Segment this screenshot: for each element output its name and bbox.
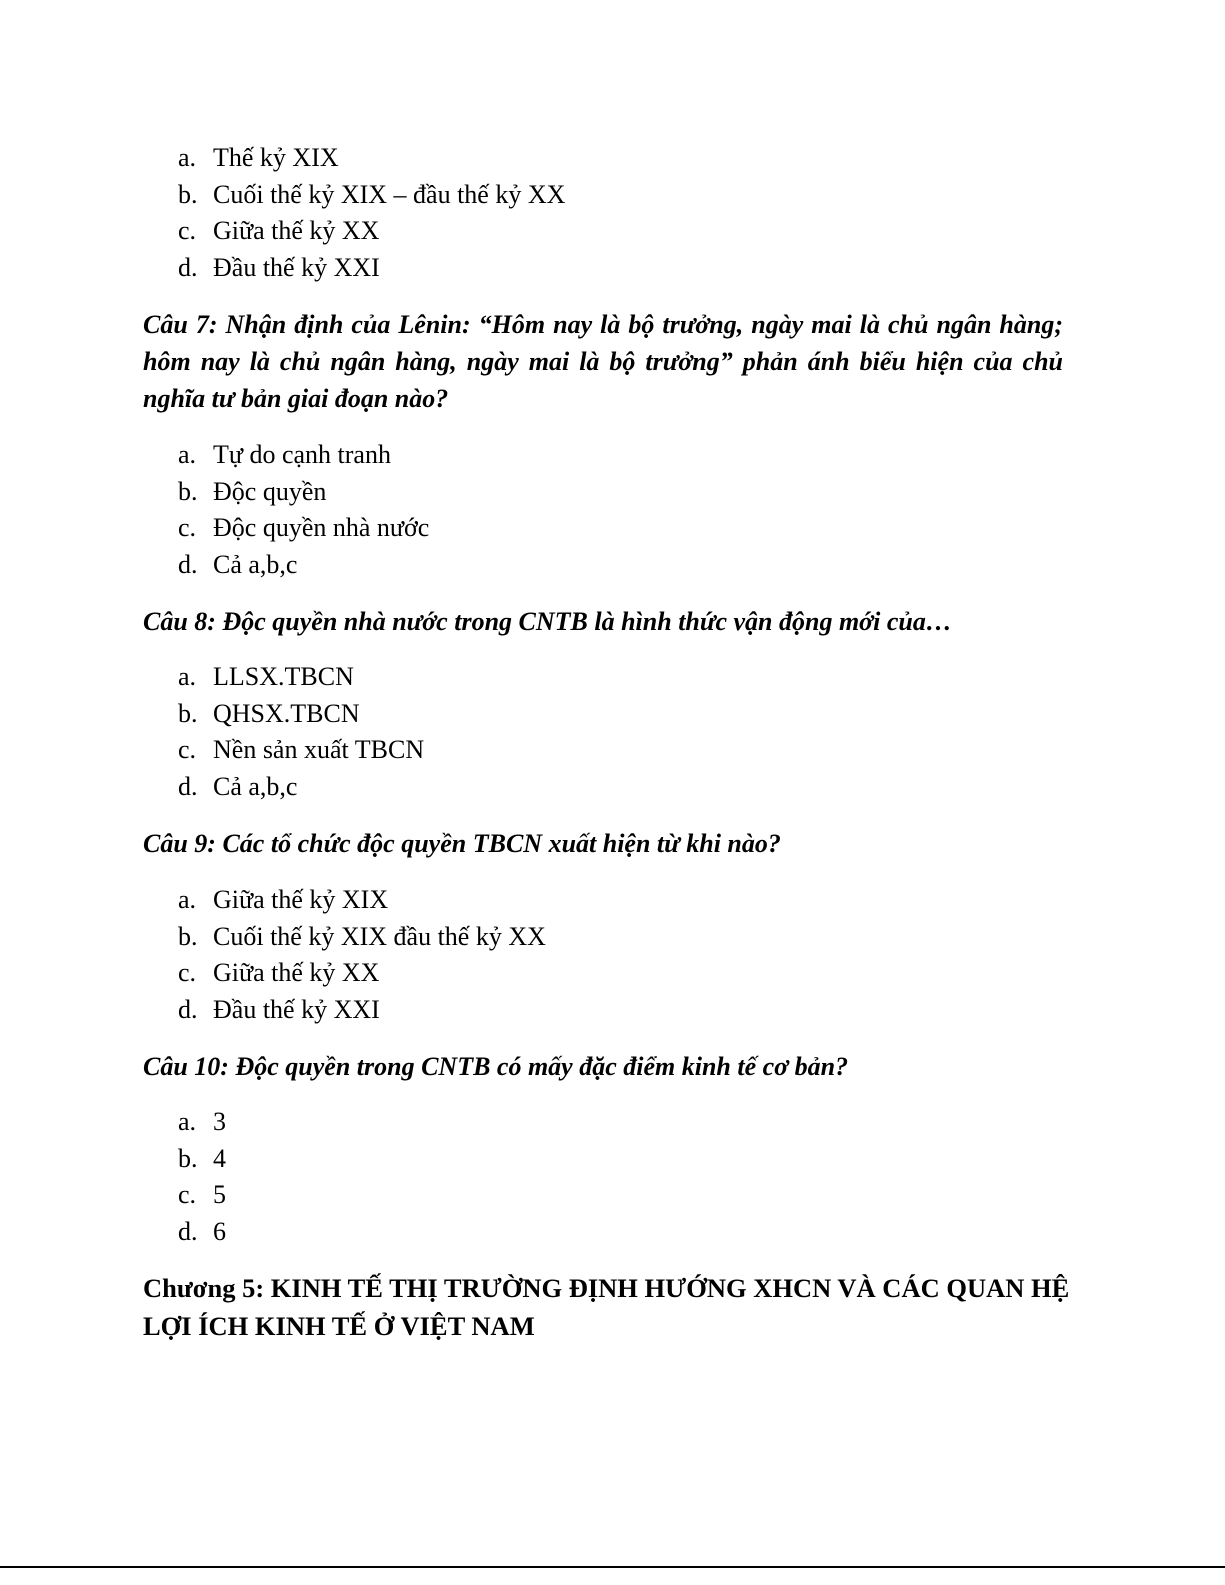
chapter-heading: Chương 5: KINH TẾ THỊ TRƯỜNG ĐỊNH HƯỚNG XHCN VÀ CÁC QUAN HỆ LỢI ÍCH KINH TẾ Ở VIỆT NAM (143, 1273, 1070, 1341)
option-text: Giữa thế kỷ XIX (213, 885, 389, 914)
option-text: Cuối thế kỷ XIX – đầu thế kỷ XX (213, 179, 566, 209)
option-c (178, 955, 546, 992)
question-7-options (178, 437, 429, 583)
question-8-text: Câu 8: Độc quyền nhà nước trong CNTB là hình thức vận động mới của… (143, 607, 952, 636)
option-marker: d. (178, 549, 198, 579)
option-text: 6 (213, 1216, 226, 1246)
option-b (178, 696, 424, 733)
option-c (178, 1177, 226, 1214)
option-marker: b. (178, 476, 198, 506)
question-8-options (178, 659, 424, 805)
option-a (178, 1104, 226, 1141)
option-text: Cuối thế kỷ XIX đầu thế kỷ XX (213, 921, 546, 951)
option-marker: a. (178, 662, 197, 691)
option-marker: c. (178, 513, 197, 543)
option-b (178, 1141, 226, 1178)
option-marker: a. (178, 143, 197, 172)
option-marker: b. (178, 921, 198, 951)
option-d (178, 769, 424, 806)
option-c (178, 213, 565, 250)
page-bottom-rule (0, 1566, 1225, 1568)
option-marker: a. (178, 1107, 197, 1136)
option-marker: d. (178, 252, 198, 282)
option-marker: d. (178, 1216, 198, 1246)
option-marker: a. (178, 885, 197, 914)
option-text: Tự do cạnh tranh (213, 440, 391, 469)
question-10-options (178, 1104, 226, 1250)
option-text: LLSX.TBCN (213, 662, 354, 691)
option-text: Cả a,b,c (213, 549, 298, 579)
option-text: Cả a,b,c (213, 771, 298, 801)
option-marker: b. (178, 698, 198, 728)
option-marker: c. (178, 1180, 197, 1210)
option-text: Nền sản xuất TBCN (213, 735, 425, 765)
option-d (178, 250, 565, 287)
question-9-options (178, 882, 546, 1028)
option-text: 3 (213, 1107, 226, 1136)
option-marker: b. (178, 1143, 198, 1173)
option-d (178, 547, 429, 584)
option-text: Giữa thế kỷ XX (213, 216, 380, 246)
option-b (178, 177, 565, 214)
option-marker: a. (178, 440, 197, 469)
question-9-text: Câu 9: Các tổ chức độc quyền TBCN xuất hiện từ khi nào? (143, 829, 781, 858)
option-marker: c. (178, 735, 197, 765)
option-text: Thế kỷ XIX (213, 143, 339, 172)
option-text: Giữa thế kỷ XX (213, 958, 380, 988)
option-d (178, 1214, 226, 1251)
option-c (178, 732, 424, 769)
option-text: Đầu thế kỷ XXI (213, 252, 380, 282)
option-text: Độc quyền nhà nước (213, 513, 430, 543)
question-10-text: Câu 10: Độc quyền trong CNTB có mấy đặc điểm kinh tế cơ bản? (143, 1052, 849, 1081)
option-text: 4 (213, 1143, 226, 1173)
option-a (178, 882, 546, 919)
option-marker: d. (178, 771, 198, 801)
option-marker: c. (178, 216, 197, 246)
option-d (178, 992, 546, 1029)
option-c (178, 510, 429, 547)
option-marker: b. (178, 179, 198, 209)
option-a (178, 140, 565, 177)
option-text: Đầu thế kỷ XXI (213, 994, 380, 1024)
option-b (178, 474, 429, 511)
option-marker: c. (178, 958, 197, 988)
option-a (178, 659, 424, 696)
option-text: 5 (213, 1180, 226, 1210)
question-7-text: Câu 7: Nhận định của Lênin: “Hôm nay là bộ trưởng, ngày mai là chủ ngân hàng; hôm nay là chủ ngân hàng, ngày mai là bộ trưởng” phản ánh biểu hiện của chủ nghĩa tư bản giai đoạn nào? (143, 310, 1063, 413)
option-b (178, 919, 546, 956)
option-text: Độc quyền (213, 476, 327, 506)
option-a (178, 437, 429, 474)
option-marker: d. (178, 994, 198, 1024)
question-6-options (178, 140, 565, 286)
option-text: QHSX.TBCN (213, 698, 360, 728)
